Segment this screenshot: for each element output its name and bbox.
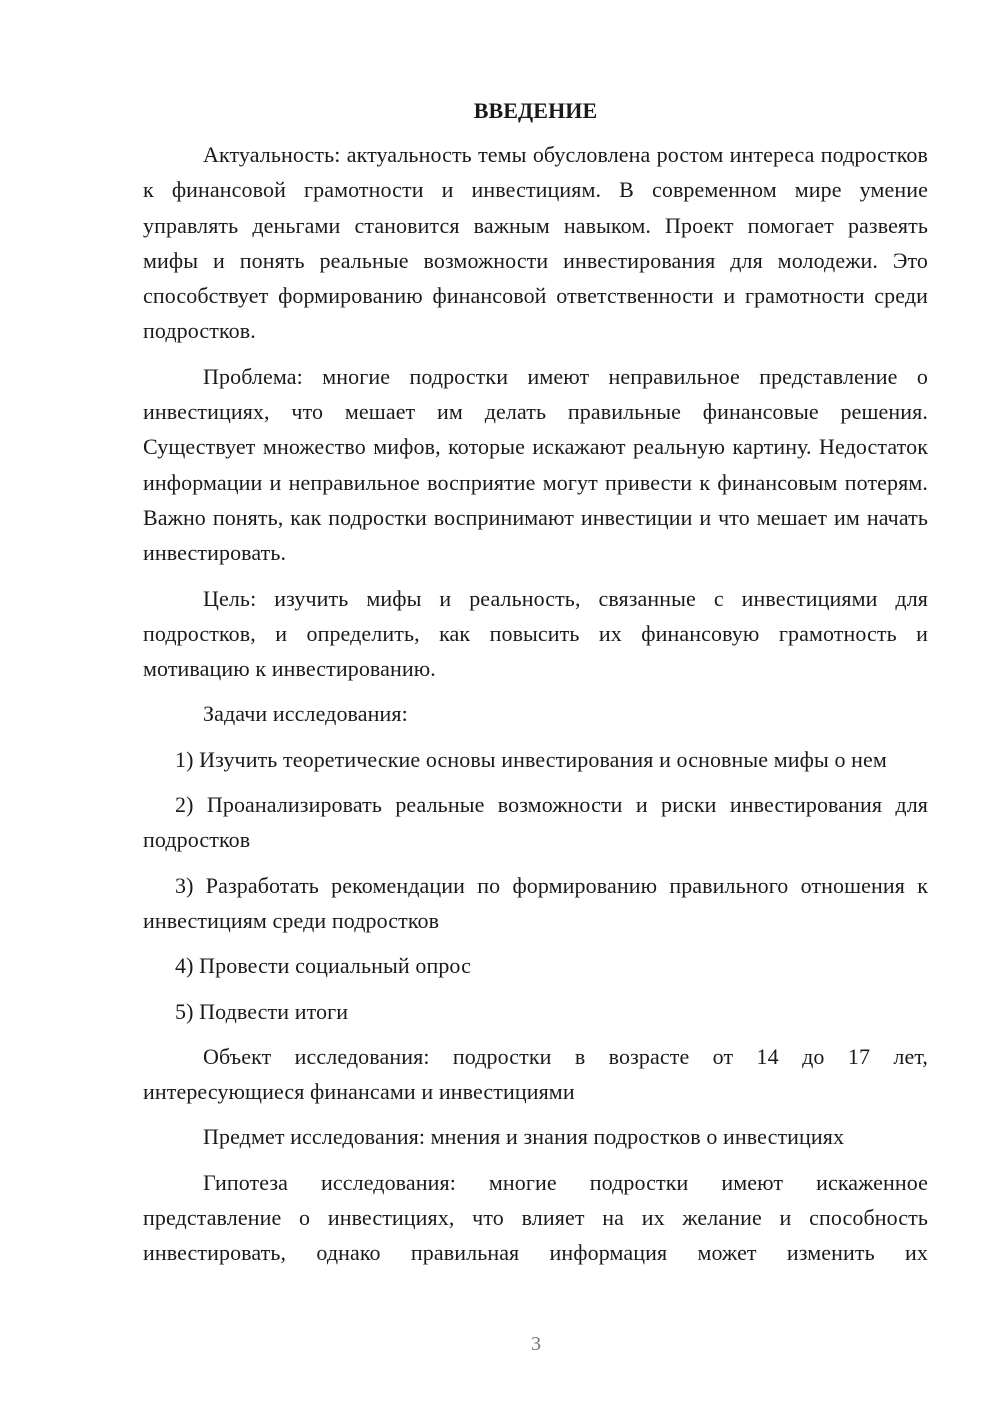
list-item: 2) Проанализировать реальные возможности и риски инвестирования для подростков <box>143 792 928 853</box>
list-item: 5) Подвести итоги <box>175 998 349 1024</box>
paragraph-subject: Предмет исследования: мнения и знания подростков о инвестициях <box>203 1124 845 1150</box>
paragraph-hypothesis: Гипотеза исследования: многие подростки имеют искаженное представление о инвестициях, что влияет на их желание и способность инвестировать, однако правильная информация может изменить их <box>143 1169 928 1266</box>
page-number: 3 <box>531 1333 541 1355</box>
document-page <box>143 95 928 1281</box>
list-item: 1) Изучить теоретические основы инвестирования и основные мифы о нем <box>175 746 887 772</box>
page-title: ВВЕДЕНИЕ <box>473 98 598 123</box>
paragraph-problem: Проблема: многие подростки имеют неправильное представление о инвестициях, что мешает им делать правильные финансовые решения. Существует множество мифов, которые искажают реальную картину. Недостаток информации и неправильное восприятие могут привести к финансовым потерям. Важно понять, как подростки воспринимают инвестиции и что мешает им начать инвестировать. <box>143 363 928 566</box>
list-item: 4) Провести социальный опрос <box>175 953 471 979</box>
list-item: 3) Разработать рекомендации по формированию правильного отношения к инвестициям среди подростков <box>143 872 928 933</box>
paragraph-goal: Цель: изучить мифы и реальность, связанные с инвестициями для подростков, и определить, как повысить их финансовую грамотность и мотивацию к инвестированию. <box>143 585 928 682</box>
tasks-list <box>143 742 928 1029</box>
paragraph-object: Объект исследования: подростки в возрасте от 14 до 17 лет, интересующиеся финансами и инвестициями <box>143 1043 928 1105</box>
paragraph-relevance: Актуальность: актуальность темы обусловлена ростом интереса подростков к финансовой грамотности и инвестициям. В современном мире умение управлять деньгами становится важным навыком. Проект помогает развеять мифы и понять реальные возможности инвестирования для молодежи. Это способствует формированию финансовой ответственности и грамотности среди подростков. <box>143 142 928 344</box>
tasks-heading: Задачи исследования: <box>203 701 408 727</box>
